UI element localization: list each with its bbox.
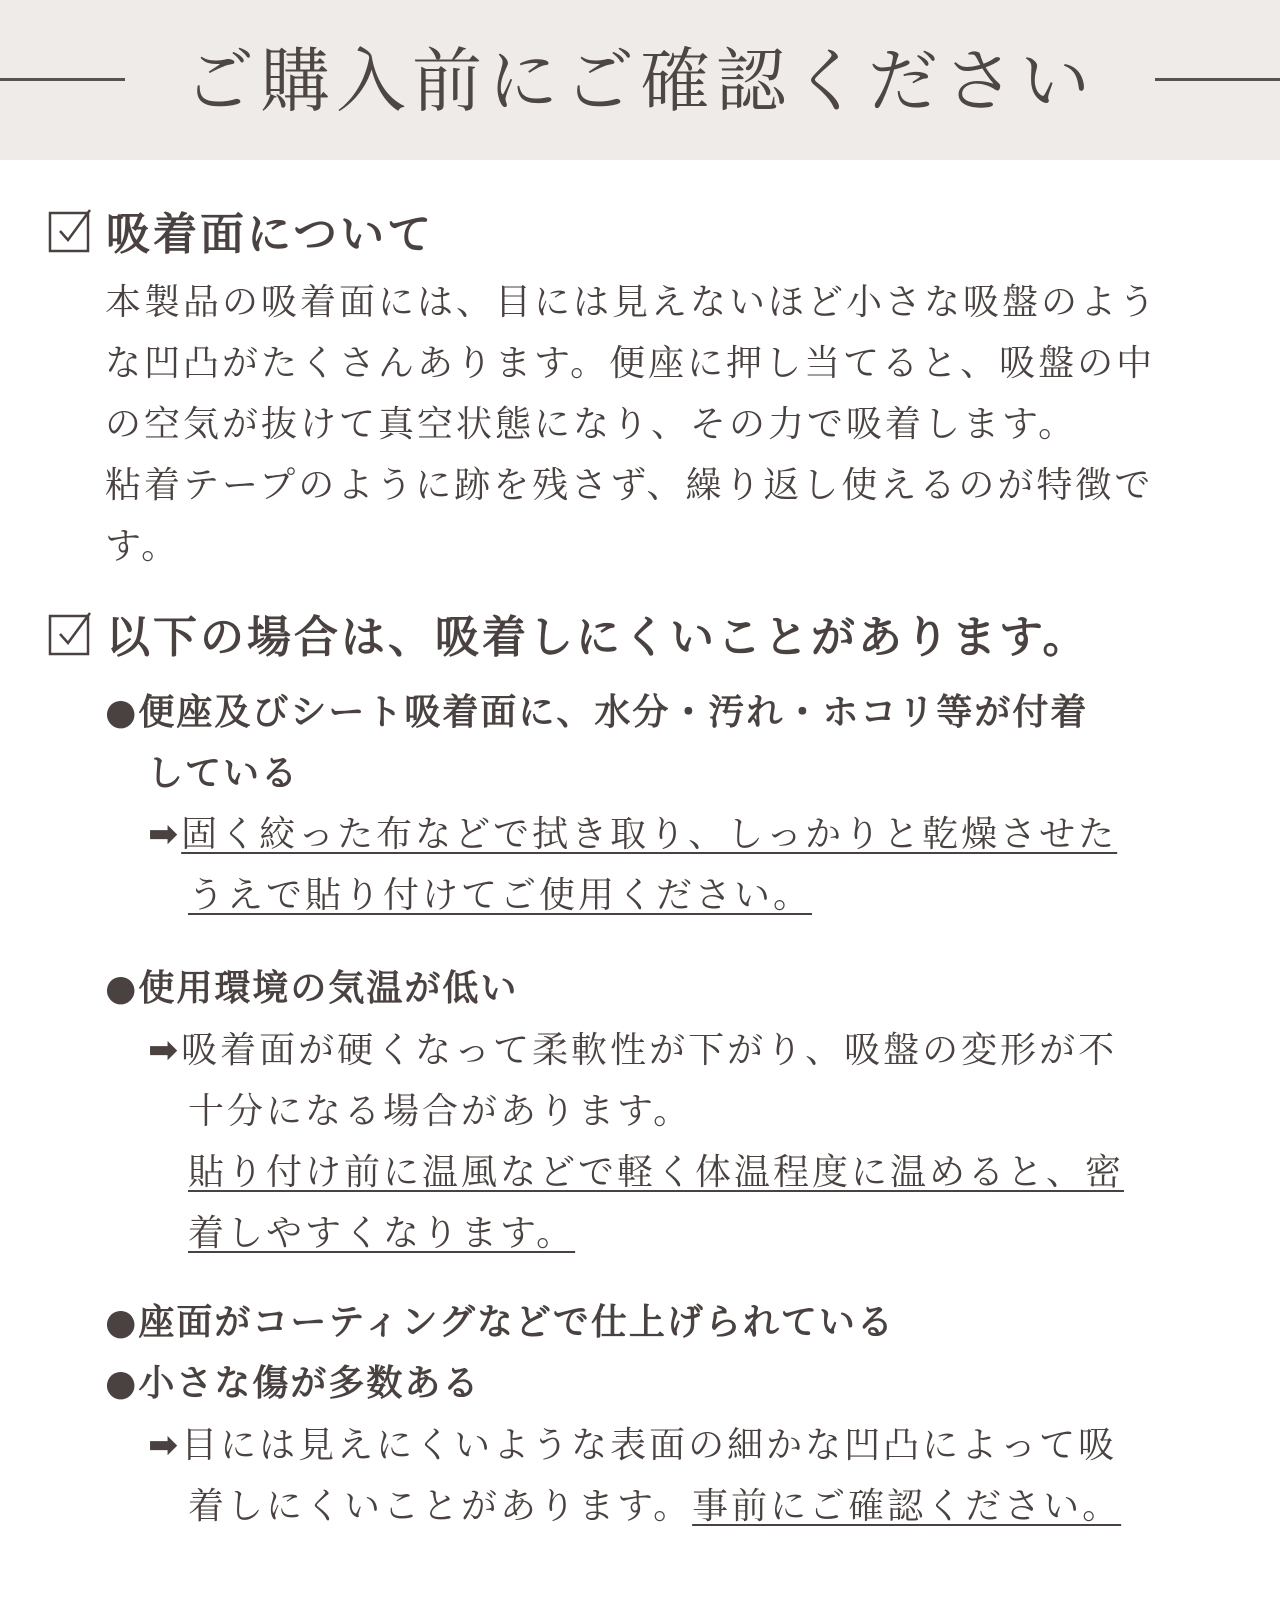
condition-remedy <box>148 1415 1228 1537</box>
remedy-text: 目には見えにくいような表面の細かな凹凸によって吸 <box>181 1425 1118 1466</box>
body-line: 本製品の吸着面には、目には見えないほど小さな吸盤のよう <box>105 282 1159 323</box>
bullet-dot: ● <box>105 1302 139 1343</box>
condition-text: 座面がコーティングなどで仕上げられている <box>138 1302 895 1343</box>
section-conditions-heading <box>48 603 1089 663</box>
condition-text: 使用環境の気温が低い <box>138 968 519 1009</box>
bullet-dot: ● <box>105 1363 139 1404</box>
condition-text: 便座及びシート吸着面に、水分・汚れ・ホコリ等が付着 <box>138 692 1089 733</box>
condition-item <box>105 1292 1225 1353</box>
condition-remedy <box>148 804 1228 926</box>
remedy-text: うえで貼り付けてご使用ください。 <box>188 875 813 916</box>
section-adhesion-body <box>105 272 1225 577</box>
section-title: 吸着面について <box>106 209 435 260</box>
remedy-text: 十分になる場合があります。 <box>188 1091 693 1132</box>
remedy-text: 着しやすくなります。 <box>188 1213 576 1254</box>
body-line: 粘着テープのように跡を残さず、繰り返し使えるのが特徴で <box>105 465 1154 506</box>
section-adhesion-heading <box>48 200 434 260</box>
remedy-text: 着しにくいことがあります。 <box>188 1486 693 1527</box>
remedy-text: 貼り付け前に温風などで軽く体温程度に温めると、密 <box>188 1152 1125 1193</box>
page-title: ご購入前にご確認ください <box>184 40 1096 122</box>
body-line: の空気が抜けて真空状態になり、その力で吸着します。 <box>105 404 1078 445</box>
body-line: な凹凸がたくさんあります。便座に押し当てると、吸盤の中 <box>105 343 1156 384</box>
condition-item <box>105 1353 1225 1414</box>
condition-text: 小さな傷が多数ある <box>138 1363 481 1404</box>
bullet-dot: ● <box>105 692 139 733</box>
remedy-text: 固く絞った布などで拭き取り、しっかりと乾燥させた <box>181 814 1118 855</box>
checkbox-checked-icon <box>48 610 94 656</box>
arrow-right-icon: ➡ <box>148 1425 182 1466</box>
body-line: す。 <box>105 526 181 567</box>
arrow-right-icon: ➡ <box>148 814 182 855</box>
checkbox-checked-icon <box>48 207 94 253</box>
header-right-rule <box>1155 78 1280 81</box>
section-title: 以下の場合は、吸着しにくいことがあります。 <box>106 612 1090 663</box>
header-banner <box>0 0 1280 160</box>
bullet-dot: ● <box>105 968 139 1009</box>
condition-item <box>105 682 1225 804</box>
condition-text-continued: している <box>147 753 300 794</box>
arrow-right-icon: ➡ <box>148 1030 182 1071</box>
condition-remedy <box>148 1020 1228 1264</box>
remedy-text: 事前にご確認ください。 <box>692 1486 1122 1527</box>
remedy-text: 吸着面が硬くなって柔軟性が下がり、吸盤の変形が不 <box>181 1030 1118 1071</box>
condition-item <box>105 958 1225 1019</box>
header-left-rule <box>0 78 125 81</box>
